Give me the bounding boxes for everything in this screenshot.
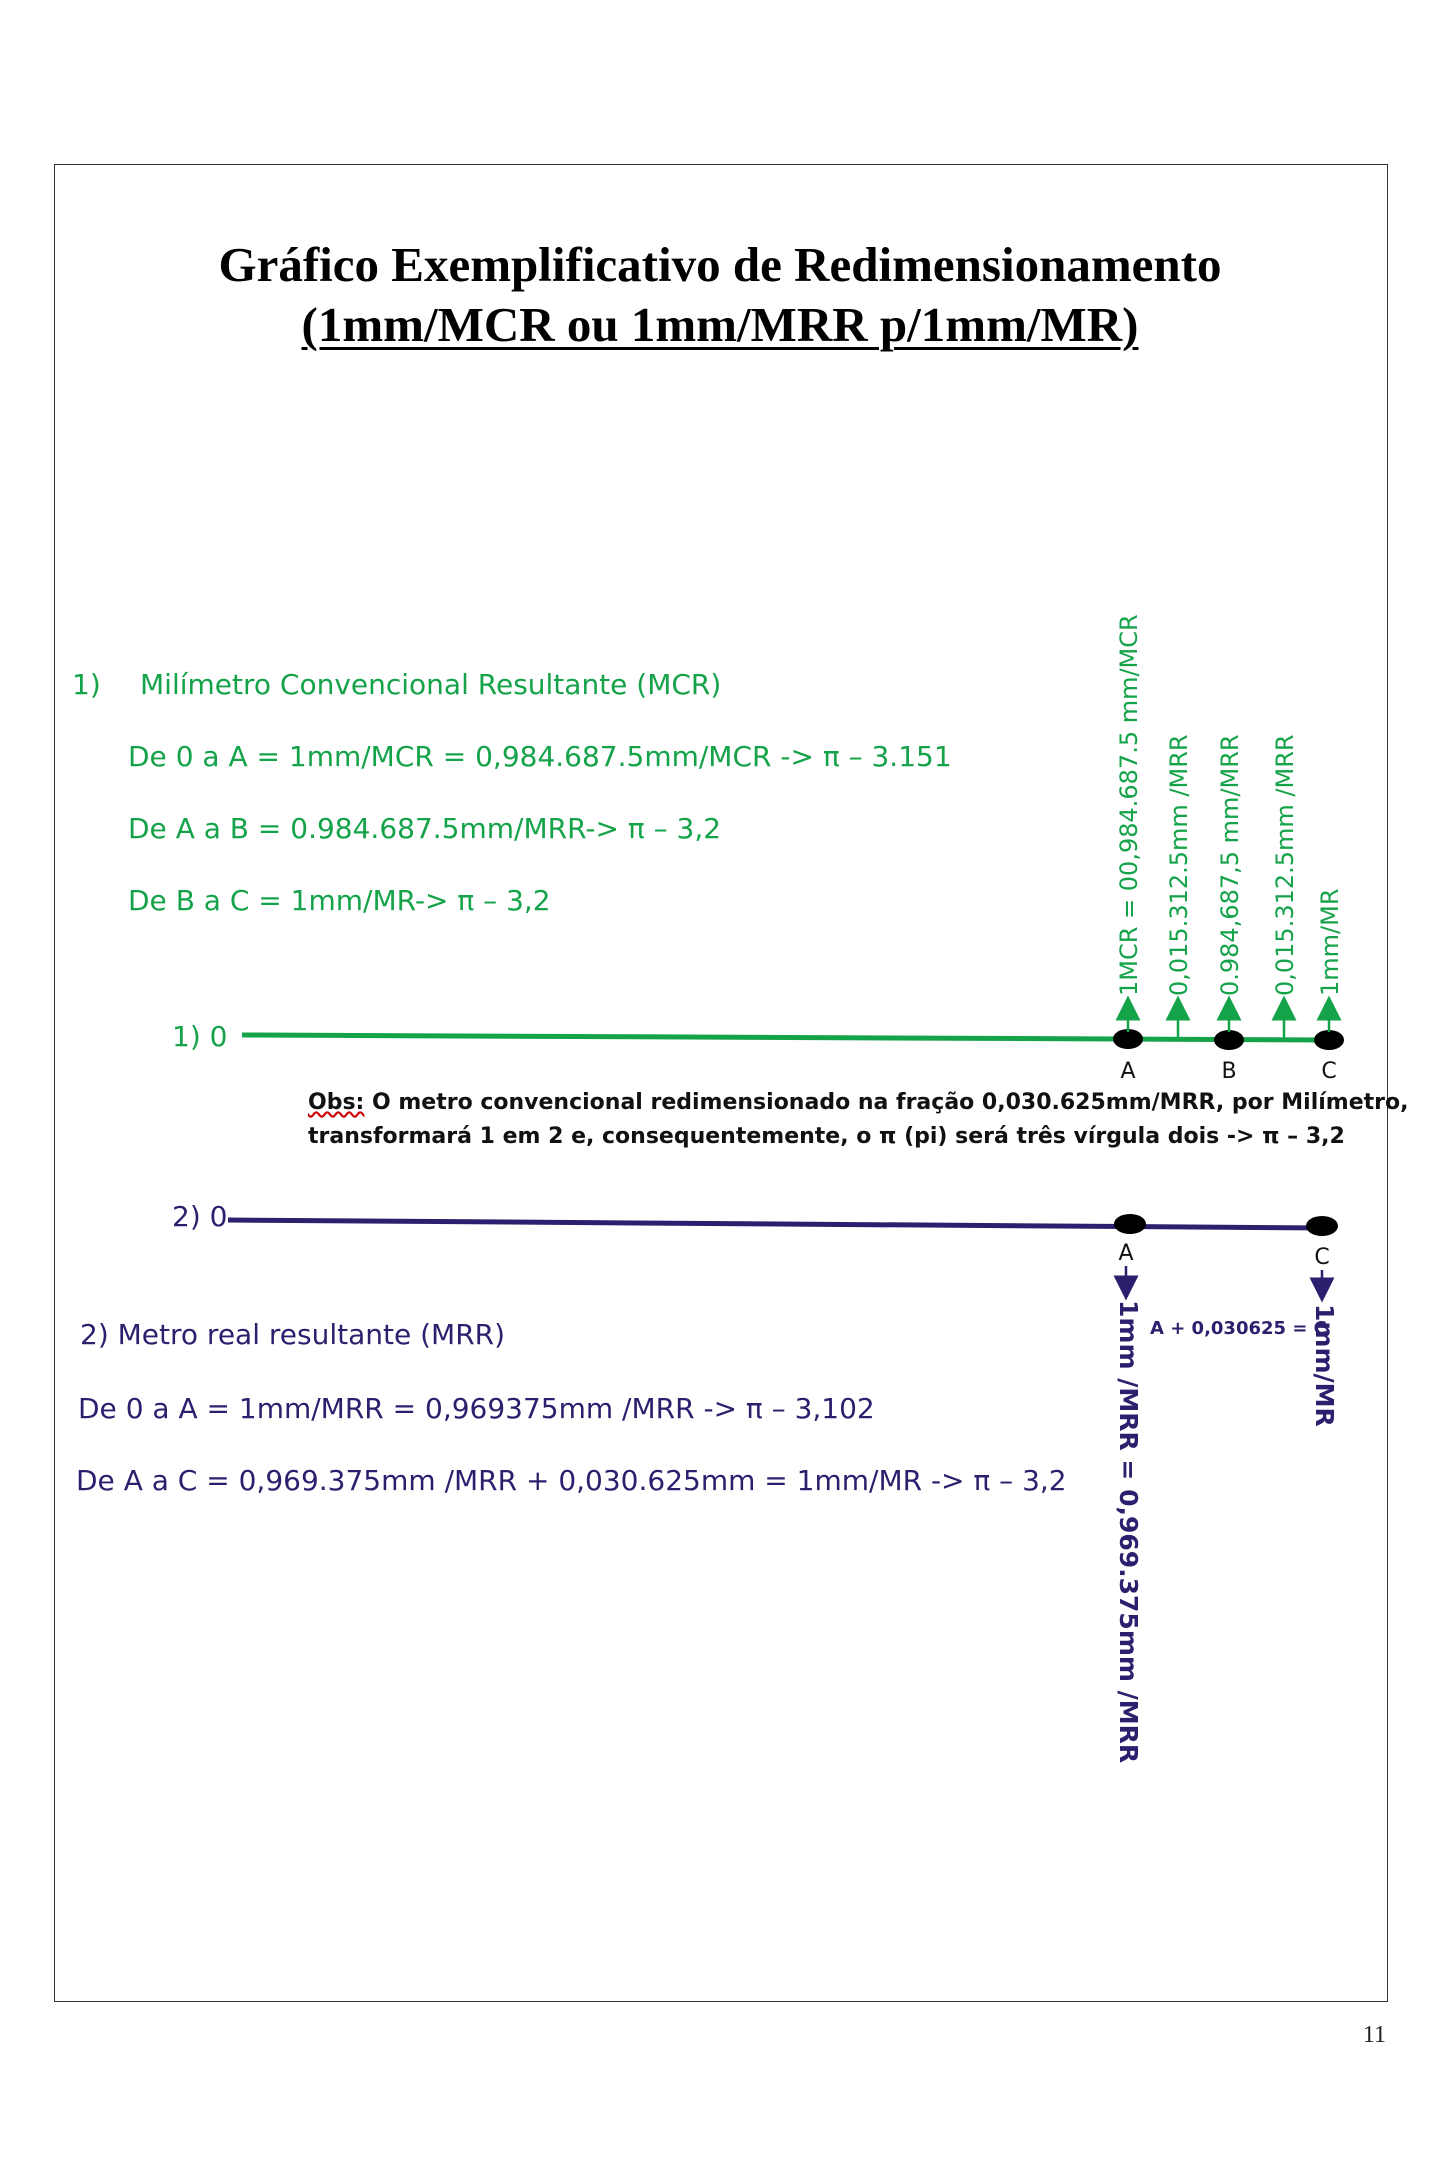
section2-line-1: De 0 a A = 1mm/MRR = 0,969375mm /MRR -> π – 3,102 bbox=[78, 1392, 875, 1425]
axis1-label-b: B bbox=[1221, 1059, 1237, 1084]
section1-number: 1) bbox=[72, 668, 101, 701]
vlabel-984: 0.984,687,5 mm/MRR bbox=[1216, 734, 1244, 996]
section1-line-3: De B a C = 1mm/MR-> π – 3,2 bbox=[128, 884, 551, 917]
obs-line-2: transformará 1 em 2 e, consequentemente, o π (pi) será três vírgula dois -> π – 3,2 bbox=[308, 1124, 1345, 1149]
obs-line-1: Obs: O metro convencional redimensionado na fração 0,030.625mm/MRR, por Milímetro, bbox=[308, 1090, 1409, 1115]
axis2-label-a: A bbox=[1118, 1241, 1134, 1266]
page-title: Gráfico Exemplificativo de Redimensionamento bbox=[218, 237, 1222, 292]
axis2-line bbox=[228, 1220, 1327, 1228]
section1-heading: Milímetro Convencional Resultante (MCR) bbox=[140, 668, 722, 701]
vlabel-015-b: 0,015.312.5mm /MRR bbox=[1271, 734, 1299, 996]
axis1-label-c: C bbox=[1321, 1059, 1337, 1084]
page-number: 11 bbox=[1362, 2022, 1386, 2048]
axis1-line bbox=[242, 1035, 1336, 1040]
section2-line-2: De A a C = 0,969.375mm /MRR + 0,030.625mm = 1mm/MR -> π – 3,2 bbox=[76, 1464, 1067, 1497]
section2-heading: 2) Metro real resultante (MRR) bbox=[80, 1318, 506, 1351]
axis2-label-c: C bbox=[1314, 1245, 1330, 1270]
vlabel-1mm-mr: 1mm/MR bbox=[1316, 888, 1344, 996]
axis2-point-a bbox=[1114, 1214, 1146, 1234]
vlabel-mr: 1mm/MR bbox=[1310, 1304, 1339, 1427]
section1-line-2: De A a B = 0.984.687.5mm/MRR-> π – 3,2 bbox=[128, 812, 722, 845]
axis1-point-b bbox=[1214, 1030, 1244, 1050]
vlabel-015-a: 0,015.312.5mm /MRR bbox=[1165, 734, 1193, 996]
annotation-a-plus: A + 0,030625 = C bbox=[1150, 1318, 1327, 1339]
axis2-label: 2) 0 bbox=[172, 1200, 228, 1233]
section1-line-1: De 0 a A = 1mm/MCR = 0,984.687.5mm/MCR -> π – 3.151 bbox=[128, 740, 952, 773]
axis1-label: 1) 0 bbox=[172, 1020, 228, 1053]
vlabel-1mcr: 1MCR = 00,984.687.5 mm/MCR bbox=[1115, 614, 1143, 996]
axis1-label-a: A bbox=[1120, 1059, 1136, 1084]
axis1-point-c bbox=[1314, 1030, 1344, 1050]
vlabel-mrr: 1mm /MRR = 0,969.375mm /MRR bbox=[1114, 1300, 1143, 1764]
page-subtitle: (1mm/MCR ou 1mm/MRR p/1mm/MR) bbox=[301, 297, 1139, 352]
axis2-point-c bbox=[1306, 1216, 1338, 1236]
